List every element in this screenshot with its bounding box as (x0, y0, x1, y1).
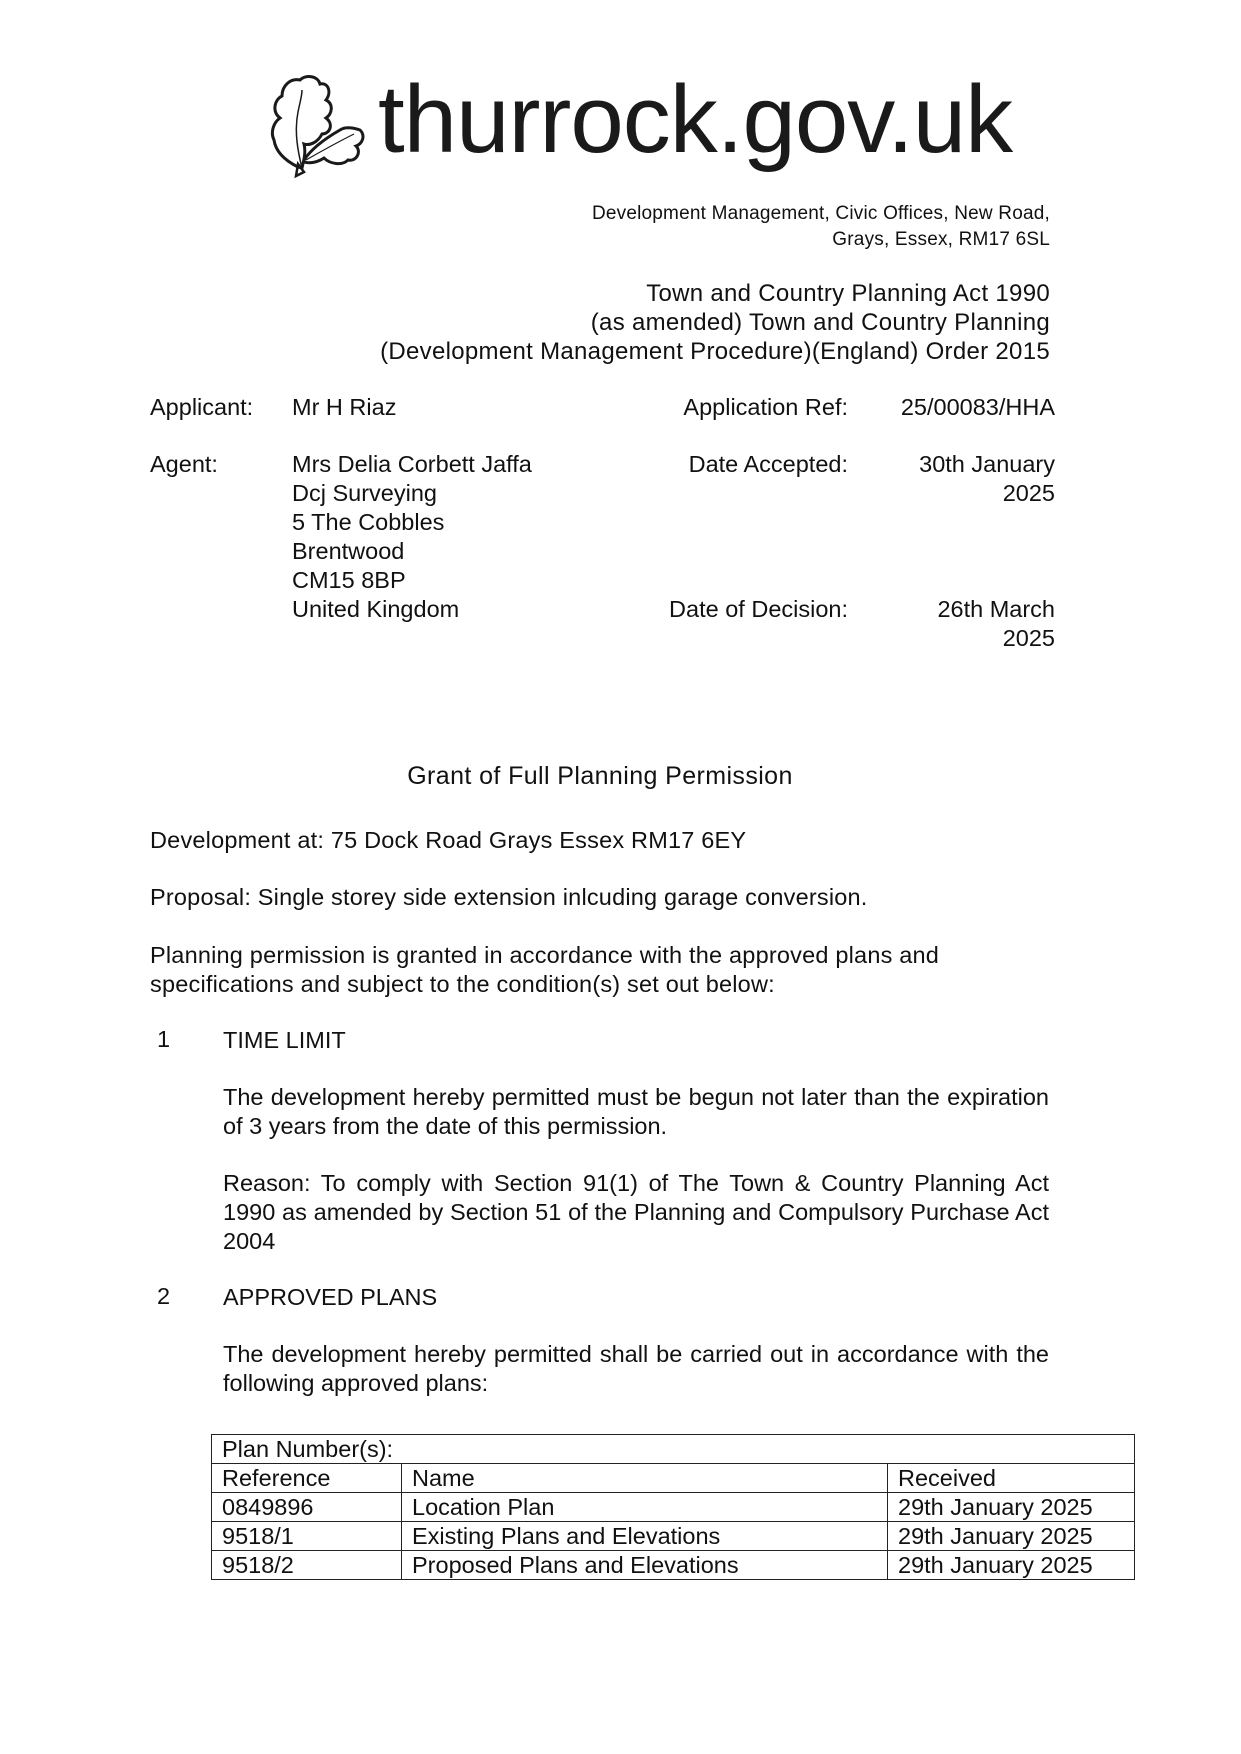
agent-street: 5 The Cobbles (292, 509, 445, 535)
date-of-decision-value (937, 595, 1055, 653)
plan-name: Proposed Plans and Elevations (402, 1551, 888, 1580)
column-header-reference: Reference (212, 1464, 402, 1493)
act-line: (Development Management Procedure)(England) Order 2015 (380, 338, 1050, 365)
condition-number: 1 (157, 1026, 171, 1052)
act-line: (as amended) Town and Country Planning (590, 309, 1050, 336)
plan-reference: 9518/2 (212, 1551, 402, 1580)
date-line: 26th March (937, 596, 1055, 622)
agent-town: Brentwood (292, 538, 405, 564)
plan-received: 29th January 2025 (888, 1551, 1135, 1580)
condition-heading: APPROVED PLANS (223, 1284, 438, 1310)
table-header-row (212, 1464, 1135, 1493)
address-line: Grays, Essex, RM17 6SL (832, 229, 1050, 250)
plan-received: 29th January 2025 (888, 1522, 1135, 1551)
council-logo (268, 68, 1058, 183)
application-ref-value: 25/00083/HHA (900, 394, 1055, 420)
plan-reference: 0849896 (212, 1493, 402, 1522)
plan-name: Existing Plans and Elevations (402, 1522, 888, 1551)
condition-number: 2 (157, 1283, 171, 1309)
legislation-heading (380, 279, 1050, 366)
development-site: Development at: 75 Dock Road Grays Essex RM17 6EY (150, 827, 747, 853)
application-ref-label: Application Ref: (683, 394, 848, 420)
oak-leaf-icon (268, 72, 368, 180)
date-line: 2025 (1002, 480, 1055, 506)
column-header-received: Received (888, 1464, 1135, 1493)
address-line: Development Management, Civic Offices, New Road, (591, 203, 1050, 224)
plan-reference: 9518/1 (212, 1522, 402, 1551)
logo-text: thurrock.gov.uk (378, 66, 1013, 173)
condition-reason: Reason: To comply with Section 91(1) of The Town & Country Planning Act 1990 as amended by Section 51 of the Planning and Compulsory Purchase Act 2004 (223, 1170, 1049, 1254)
permission-intro (150, 941, 1050, 999)
agent-postcode: CM15 8BP (292, 567, 406, 593)
condition-heading: TIME LIMIT (223, 1027, 346, 1053)
plan-received: 29th January 2025 (888, 1493, 1135, 1522)
agent-label: Agent: (150, 451, 218, 477)
agent-country: United Kingdom (292, 596, 460, 622)
agent-address (292, 450, 532, 624)
document-title: Grant of Full Planning Permission (407, 762, 793, 790)
date-line: 30th January (919, 451, 1055, 477)
table-row (212, 1551, 1135, 1580)
intro-line: Planning permission is granted in accordance with the approved plans and (150, 942, 940, 968)
table-caption-row (212, 1435, 1135, 1464)
proposal: Proposal: Single storey side extension inlcuding garage conversion. (150, 884, 868, 910)
applicant-label: Applicant: (150, 394, 254, 420)
applicant-value: Mr H Riaz (292, 394, 397, 420)
condition-text: The development hereby permitted must be begun not later than the expiration of 3 years from the date of this permission. (223, 1084, 1049, 1139)
plan-name: Location Plan (402, 1493, 888, 1522)
date-of-decision-label: Date of Decision: (669, 596, 848, 622)
table-caption: Plan Number(s): (212, 1435, 1135, 1464)
table-row (212, 1493, 1135, 1522)
date-line: 2025 (1002, 625, 1055, 651)
date-accepted-value (919, 450, 1055, 508)
act-line: Town and Country Planning Act 1990 (646, 280, 1050, 307)
table-row (212, 1522, 1135, 1551)
agent-company: Dcj Surveying (292, 480, 437, 506)
column-header-name: Name (402, 1464, 888, 1493)
date-accepted-label: Date Accepted: (688, 451, 848, 477)
condition-text: The development hereby permitted shall be carried out in accordance with the following approved plans: (223, 1341, 1049, 1396)
approved-plans-table (211, 1434, 1135, 1580)
agent-name: Mrs Delia Corbett Jaffa (292, 451, 532, 477)
office-address (592, 201, 1050, 253)
intro-line: specifications and subject to the condition(s) set out below: (150, 971, 775, 997)
